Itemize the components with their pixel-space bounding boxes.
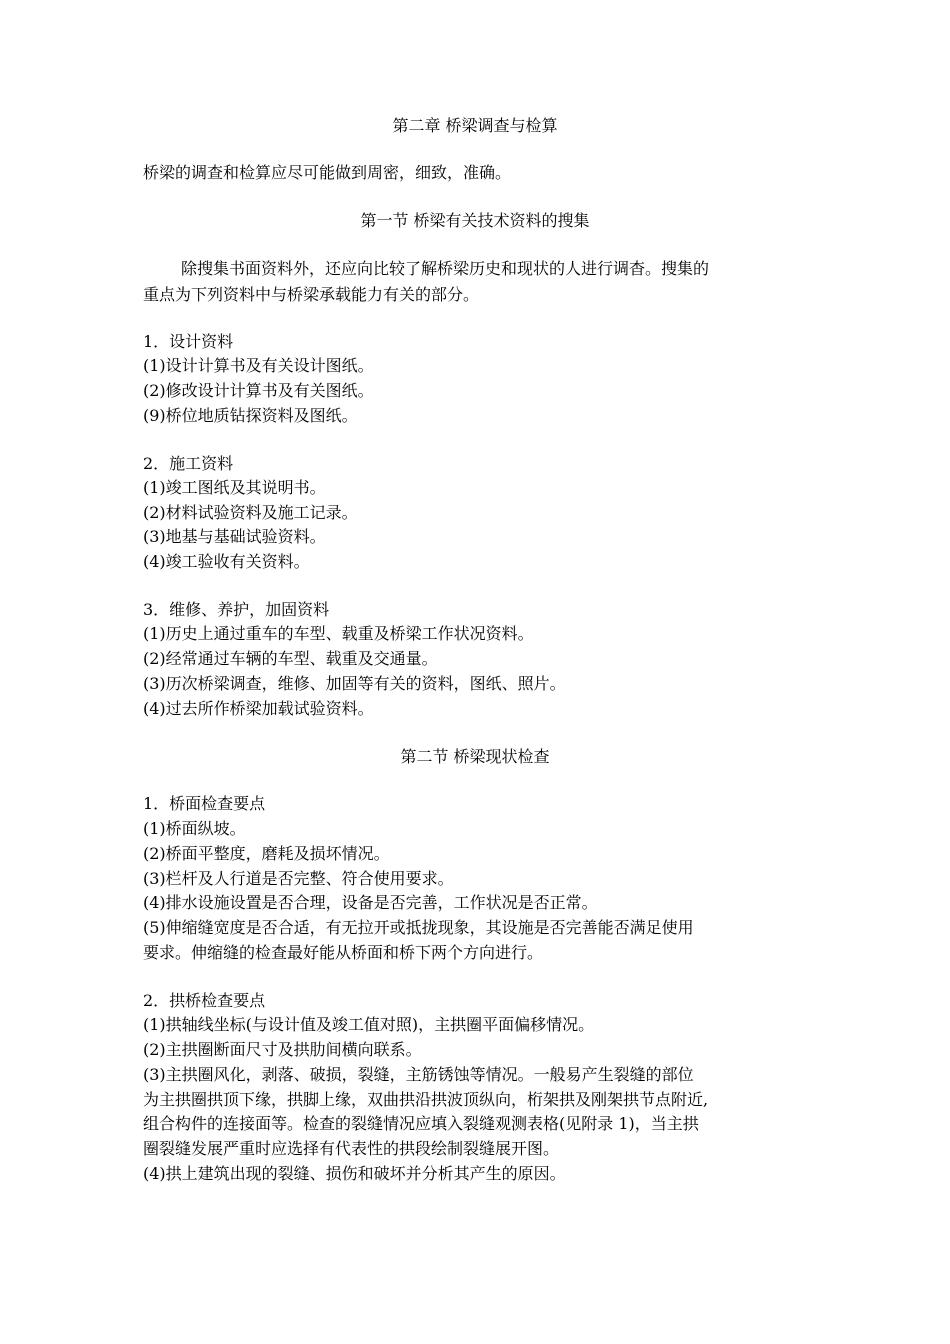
list-item: (1)设计计算书及有关设计图纸。	[143, 356, 374, 375]
list-item: (2)材料试验资料及施工记录。	[143, 503, 358, 522]
list-item: (1)历史上通过重车的车型、载重及桥梁工作状况资料。	[143, 624, 534, 643]
list-item: (3)主拱圈风化，剥落、破损，裂缝，主筋锈蚀等情况。一般易产生裂缝的部位	[143, 1065, 694, 1084]
section2-title: 第二节 桥梁现状检查	[400, 747, 550, 766]
list-item: 圈裂缝发展严重时应选择有代表性的拱段绘制裂缝展开图。	[143, 1139, 560, 1158]
list-item: (1)拱轴线坐标(与设计值及竣工值对照)，主拱圈平面偏移情况。	[143, 1015, 595, 1034]
list-item: (2)修改设计计算书及有关图纸。	[143, 381, 374, 400]
list-item: (4)竣工验收有关资料。	[143, 552, 310, 571]
list-item: 为主拱圈拱顶下缘，拱脚上缘，双曲拱沿拱波顶纵向，桁架拱及刚架拱节点附近,	[143, 1090, 709, 1109]
section1-paragraph-line: 重点为下列资料中与桥梁承载能力有关的部分。	[143, 285, 480, 304]
list-item: (2)经常通过车辆的车型、载重及交通量。	[143, 649, 438, 668]
list-item: (3)栏杆及人行道是否完整、符合使用要求。	[143, 869, 454, 888]
list-item: (9)桥位地质钻探资料及图纸。	[143, 406, 358, 425]
maintenance-materials-heading: 3．维修、养护，加固资料	[143, 600, 330, 619]
list-item: (3)历次桥梁调查，维修、加固等有关的资料，图纸、照片。	[143, 674, 566, 693]
intro-paragraph: 桥梁的调查和检算应尽可能做到周密，细致，准确。	[143, 163, 512, 182]
section1-paragraph-line: 除搜集书面资料外，还应向比较了解桥梁历史和现状的人进行调杳。搜集的	[181, 259, 710, 278]
list-item: (4)拱上建筑出现的裂缝、损伤和破坏并分析其产生的原因。	[143, 1164, 566, 1183]
list-item: (2)桥面平整度，磨耗及损坏情况。	[143, 844, 390, 863]
list-item: (3)地基与基础试验资料。	[143, 527, 326, 546]
list-item: (4)过去所作桥梁加载试验资料。	[143, 699, 374, 718]
list-item: (5)伸缩缝宽度是否合适，有无拉开或抵拢现象，其设施是否完善能否满足使用	[143, 918, 694, 937]
list-item: (1)桥面纵坡。	[143, 819, 246, 838]
construction-materials-heading: 2．施工资料	[143, 454, 234, 473]
deck-inspection-heading: 1．桥面检查要点	[143, 794, 266, 813]
section1-title: 第一节 桥梁有关技术资料的搜集	[360, 211, 590, 230]
arch-inspection-heading: 2．拱桥检查要点	[143, 991, 266, 1010]
list-item: 要求。伸缩缝的检查最好能从桥面和桥下两个方向进行。	[143, 943, 544, 962]
list-item: (2)主拱圈断面尺寸及拱肋间横向联系。	[143, 1040, 422, 1059]
chapter-title: 第二章 桥梁调查与检算	[392, 116, 558, 135]
list-item: (4)排水设施设置是否合理，设备是否完善，工作状况是否正常。	[143, 893, 598, 912]
list-item: (1)竣工图纸及其说明书。	[143, 478, 326, 497]
list-item: 组合构件的连接面等。检查的裂缝情况应填入裂缝观测表格(见附录 1)，当主拱	[143, 1114, 699, 1133]
design-materials-heading: 1．设计资料	[143, 332, 234, 351]
